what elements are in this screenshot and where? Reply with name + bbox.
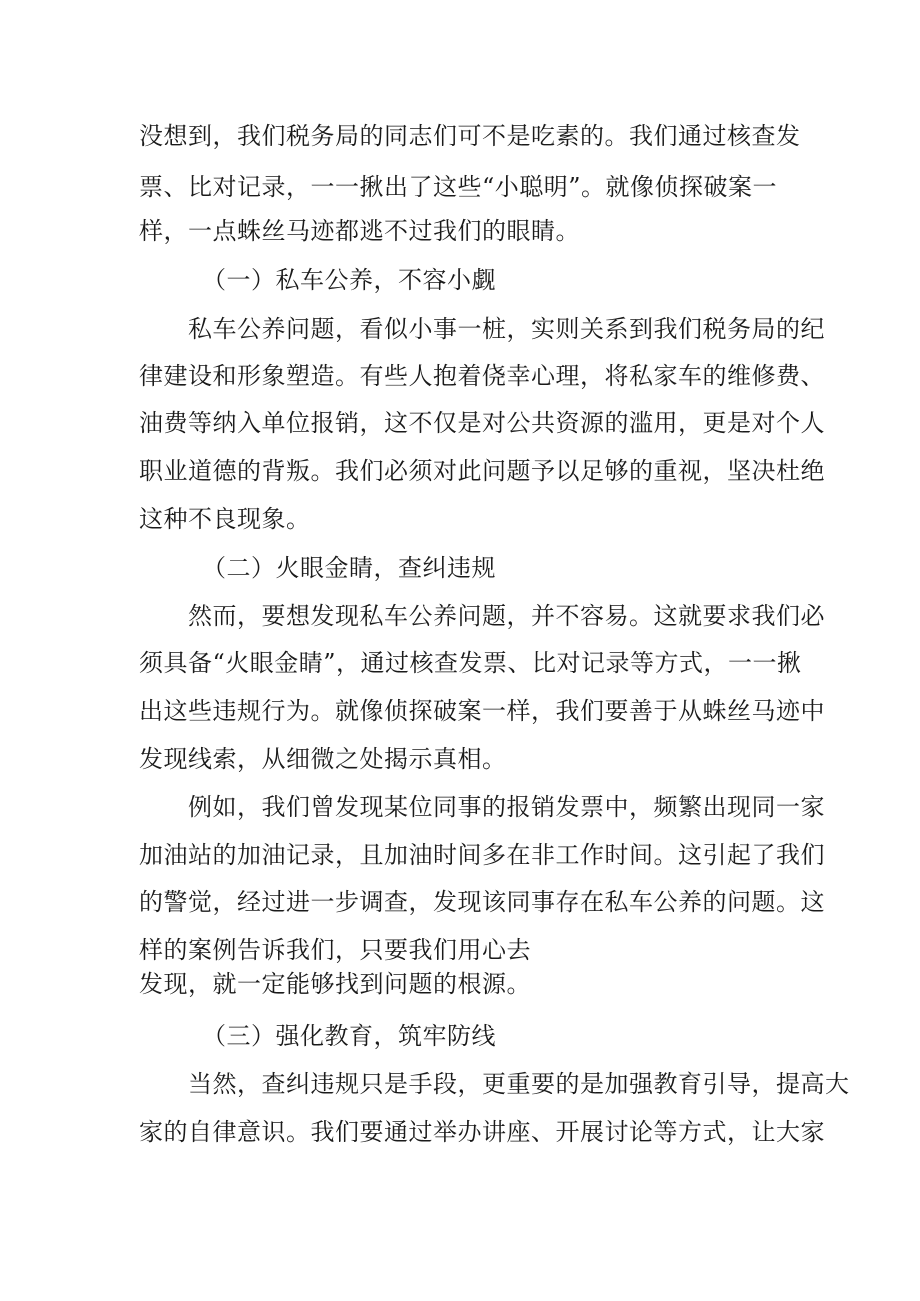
paragraph-line: 发现，就一定能够找到问题的根源。 <box>139 970 531 998</box>
paragraph-line: 然而，要想发现私车公养问题，并不容易。这就要求我们必 <box>188 602 825 630</box>
paragraph-line: 私车公养问题，看似小事一桩，实则关系到我们税务局的纪 <box>188 315 825 343</box>
paragraph-line: 没想到，我们税务局的同志们可不是吃素的。我们通过核查发 <box>139 122 801 150</box>
section-heading-2: （二）火眼金睛，查纠违规 <box>202 554 496 582</box>
paragraph-line: 当然，查纠违规只是手段，更重要的是加强教育引导，提高大 <box>188 1070 850 1098</box>
paragraph-line: 样，一点蛛丝马迹都逃不过我们的眼睛。 <box>139 217 580 245</box>
paragraph-line: 发现线索，从细微之处揭示真相。 <box>139 745 507 773</box>
paragraph-line: 这种不良现象。 <box>139 505 311 533</box>
paragraph-line: 职业道德的背叛。我们必须对此问题予以足够的重视，坚决杜绝 <box>139 457 825 485</box>
paragraph-line: 样的案例告诉我们，只要我们用心去 <box>139 936 531 964</box>
section-heading-3: （三）强化教育，筑牢防线 <box>202 1022 496 1050</box>
paragraph-line: 家的自律意识。我们要通过举办讲座、开展讨论等方式，让大家 <box>139 1118 825 1146</box>
paragraph-line: 票、比对记录，一一揪出了这些“小聪明”。就像侦探破案一 <box>139 173 778 201</box>
paragraph-line: 例如，我们曾发现某位同事的报销发票中，频繁出现同一家 <box>188 793 825 821</box>
paragraph-line: 出这些违规行为。就像侦探破案一样，我们要善于从蛛丝马迹中 <box>139 697 825 725</box>
paragraph-line: 的警觉，经过进一步调查，发现该同事存在私车公养的问题。这 <box>139 888 825 916</box>
paragraph-line: 加油站的加油记录，且加油时间多在非工作时间。这引起了我们 <box>139 841 825 869</box>
paragraph-line: 律建设和形象塑造。有些人抱着侥幸心理，将私家车的维修费、 <box>139 362 825 390</box>
paragraph-line: 油费等纳入单位报销，这不仅是对公共资源的滥用，更是对个人 <box>139 409 825 437</box>
section-heading-1: （一）私车公养，不容小觑 <box>202 266 496 294</box>
paragraph-line: 须具备“火眼金睛”，通过核查发票、比对记录等方式，一一揪 <box>139 649 802 677</box>
